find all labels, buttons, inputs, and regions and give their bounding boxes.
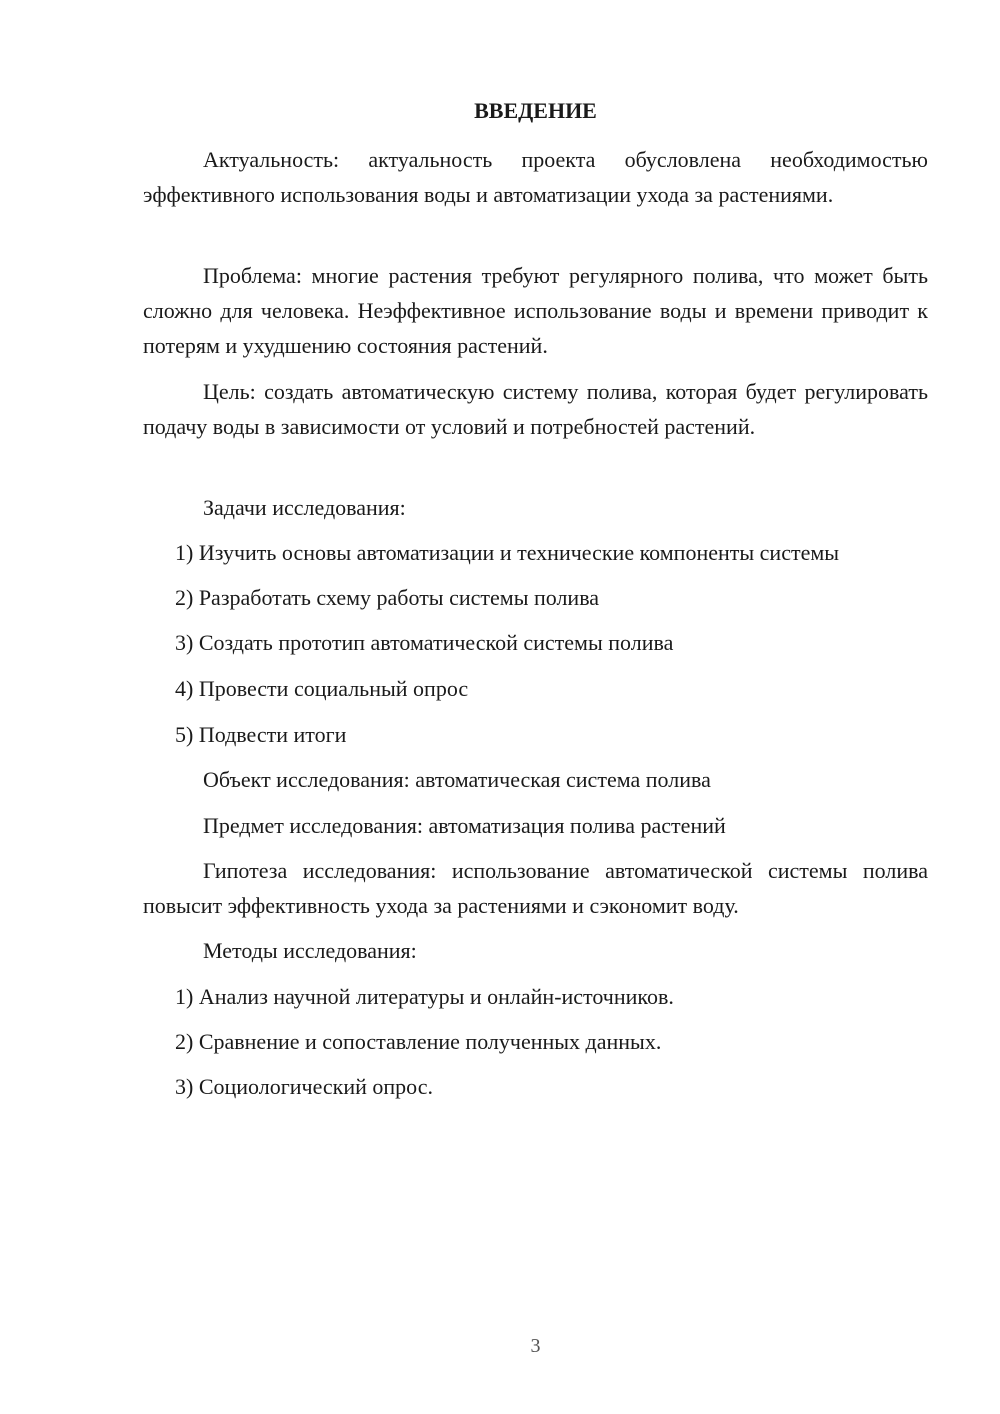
actuality-paragraph: Актуальность: актуальность проекта обусловлена необходимостью эффективного использования воды и автоматизации ухода за растениями. bbox=[143, 147, 928, 207]
task-item: 5) Подвести итоги bbox=[175, 722, 347, 747]
document-title: ВВЕДЕНИЕ bbox=[474, 98, 597, 123]
subject-paragraph: Предмет исследования: автоматизация полива растений bbox=[203, 813, 726, 838]
task-item: 1) Изучить основы автоматизации и технические компоненты системы bbox=[175, 540, 840, 565]
hypothesis-paragraph: Гипотеза исследования: использование автоматической системы полива повысит эффективность ухода за растениями и сэкономит воду. bbox=[143, 858, 928, 918]
methods-heading: Методы исследования: bbox=[203, 938, 417, 963]
tasks-heading: Задачи исследования: bbox=[203, 495, 406, 520]
task-item: 3) Создать прототип автоматической системы полива bbox=[175, 630, 674, 655]
goal-paragraph: Цель: создать автоматическую систему полива, которая будет регулировать подачу воды в зависимости от условий и потребностей растений. bbox=[143, 379, 928, 439]
document-page bbox=[143, 0, 928, 1414]
method-item: 1) Анализ научной литературы и онлайн-источников. bbox=[175, 984, 674, 1009]
method-item: 2) Сравнение и сопоставление полученных данных. bbox=[175, 1029, 662, 1054]
page-number: 3 bbox=[530, 1335, 541, 1357]
object-paragraph: Объект исследования: автоматическая система полива bbox=[203, 767, 711, 792]
task-item: 2) Разработать схему работы системы полива bbox=[175, 585, 600, 610]
method-item: 3) Социологический опрос. bbox=[175, 1074, 433, 1099]
task-item: 4) Провести социальный опрос bbox=[175, 676, 469, 701]
problem-paragraph: Проблема: многие растения требуют регулярного полива, что может быть сложно для человека. Неэффективное использование воды и времени приводит к потерям и ухудшению состояния растений. bbox=[143, 263, 928, 358]
